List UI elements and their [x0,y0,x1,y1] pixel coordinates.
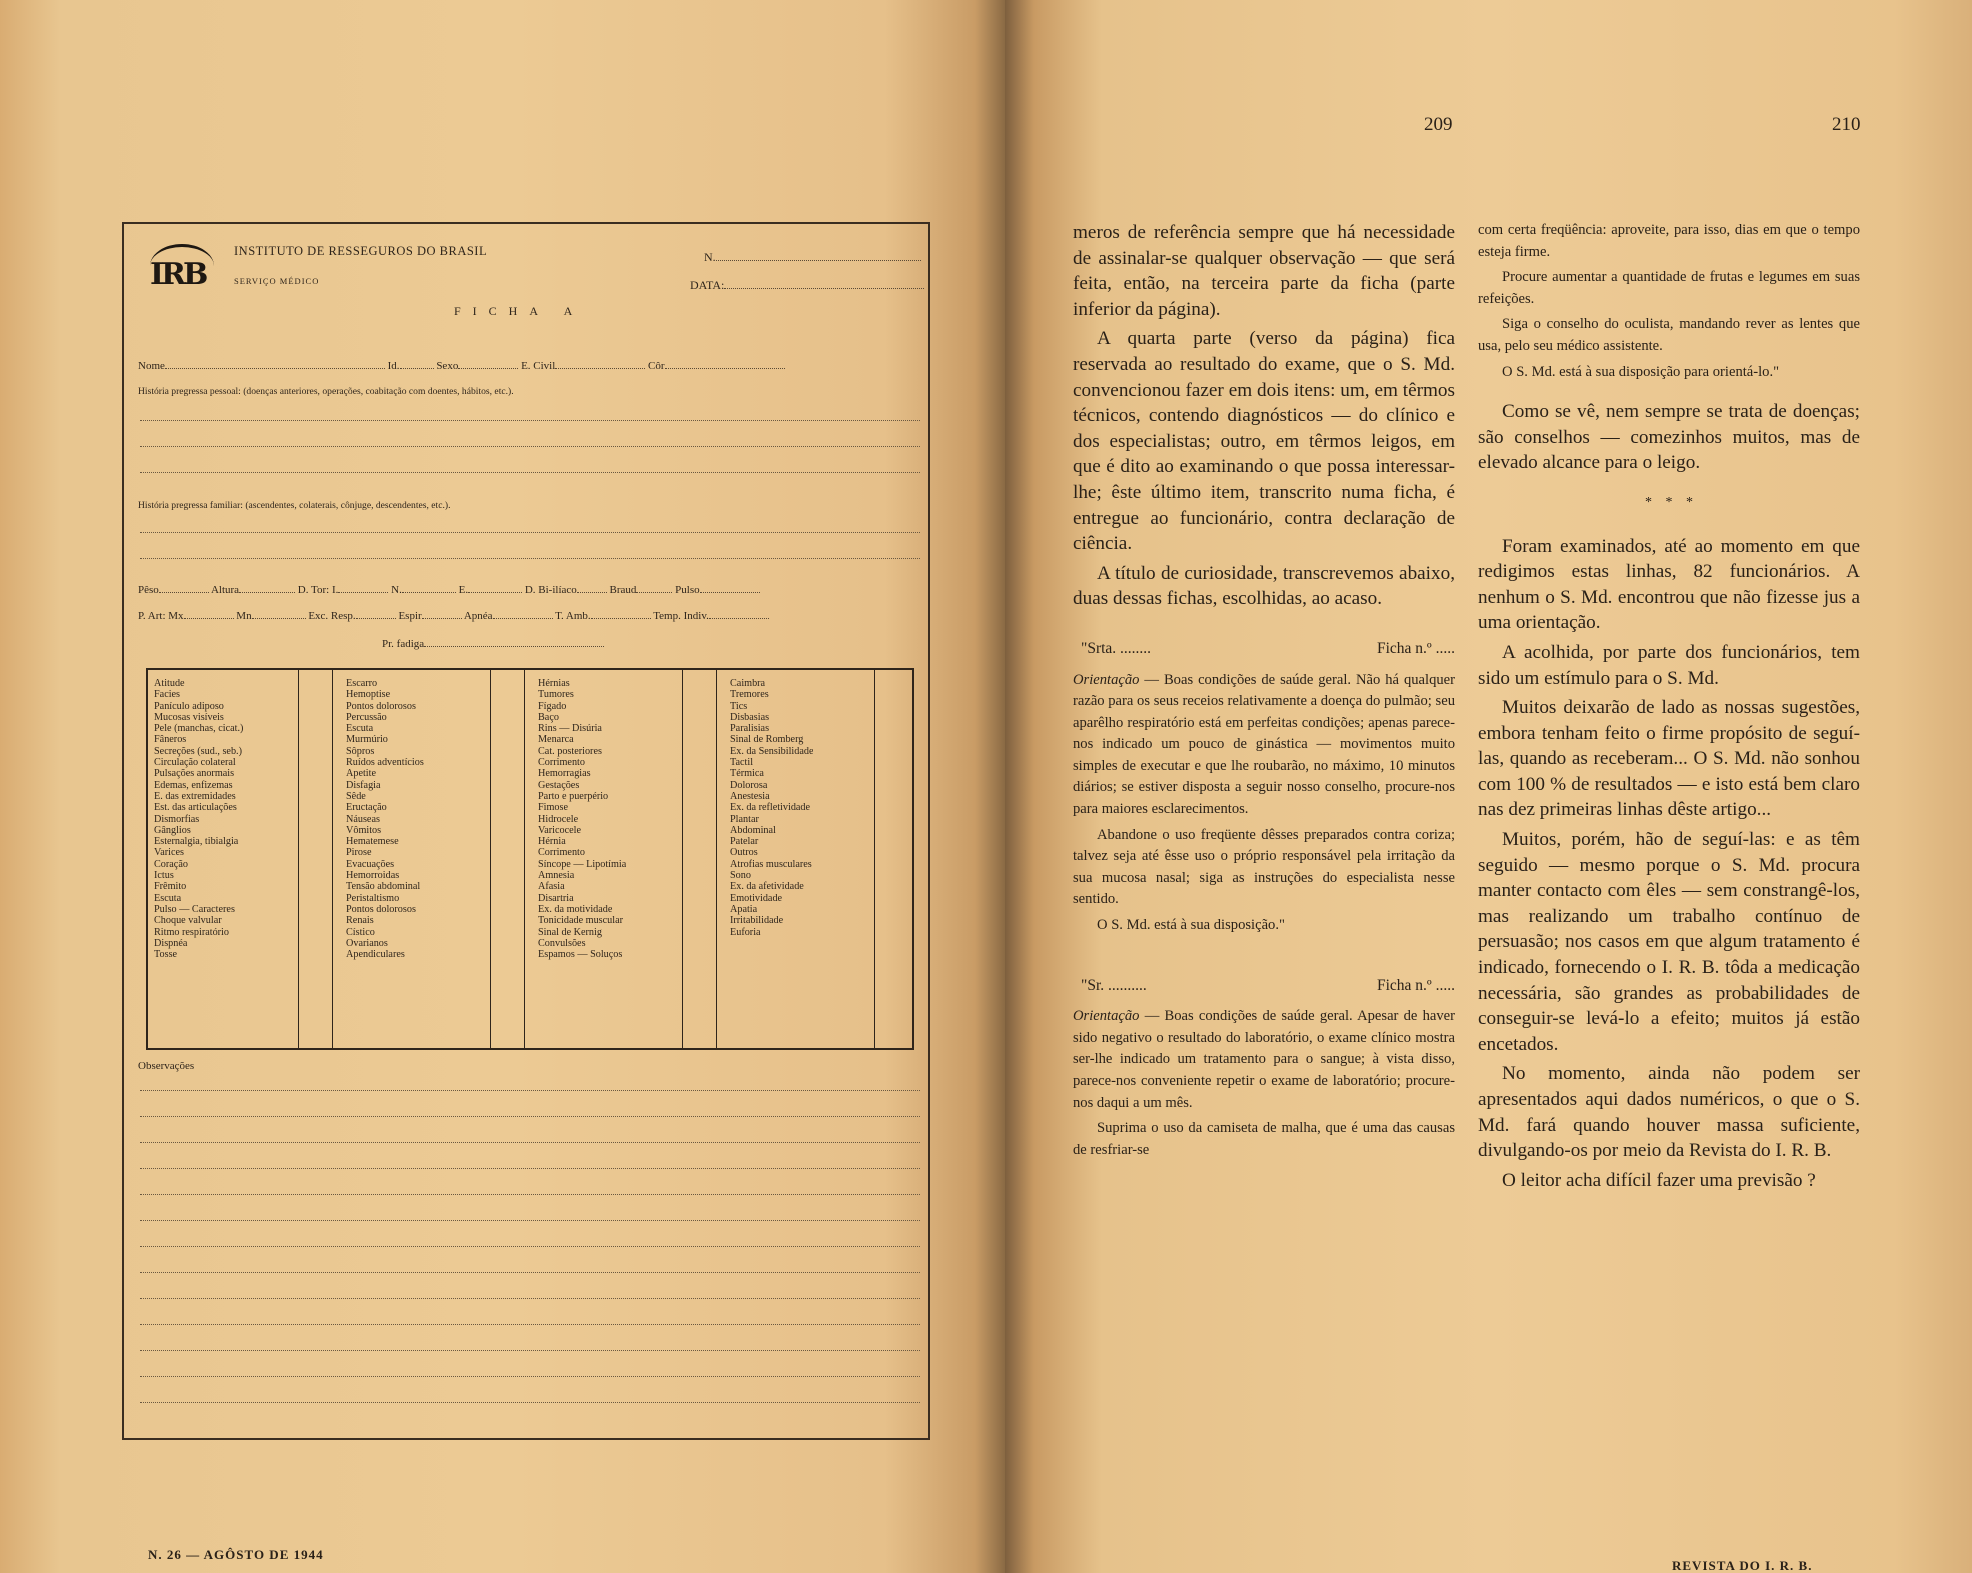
paragraph: Muitos, porém, hão de seguí-las: e as têm seguido — mesmo porque o S. Md. procura manter contacto com êles — sem constrangê-los, mas realizando um trabalho contínuo de persuasão; nos casos em que algum tratamento é indicado, fornecendo o I. R. B. tôda a medicação necessária, são grandes as probabilidades de conseguir-se levá-lo a efeito; muitos já estão encetados. [1478,829,1860,1055]
exam-item: Náuseas [346,813,380,825]
exam-item: Eructação [346,802,387,814]
exam-item: Parto e puerpério [538,790,609,802]
exam-item: Apendiculares [346,949,405,961]
exam-item: Escarro [346,678,378,689]
exam-item: Fâneros [154,734,187,746]
exam-item: Outros [730,847,758,859]
ficha-paragraph [1073,670,1455,821]
exam-item: Hérnia [538,836,566,848]
exam-item: Fimose [538,802,569,814]
exam-item: Tumores [538,689,574,701]
logo-text: IRB [150,257,206,292]
exam-item: Hemorroidas [346,870,400,882]
exam-item: Caimbra [730,678,766,689]
exam-item: Sono [730,870,751,882]
exam-item: Ruídos adventícios [346,757,424,769]
blank-line [140,1402,920,1403]
ficha-example-2-cont [1478,220,1860,383]
page-number-210: 210 [1832,114,1861,135]
paragraph: A acolhida, por parte dos funcionários, tem sido um estímulo para o S. Md. [1478,641,1860,689]
exam-item: Ictus [154,870,174,882]
orientacao-text: — Boas condições de saúde geral. Apesar de haver sido negativo o resultado do laboratório, o exame clínico mostra ser-lhe indicado um tratamento para o sangue; à vista disso, parece-nos conveniente repetir o exame de laboratório; procure-nos daqui a um mês. [1073,1008,1455,1111]
exam-item: Hérnias [538,678,570,689]
ficha-name: "Sr. .......... [1081,976,1147,994]
exam-item: Convulsões [538,937,586,949]
section-stars: * * * [1645,494,1693,510]
exam-item: Rins — Disúria [538,723,602,735]
label-espir: Espir [398,610,422,622]
exam-item: Corrimento [538,847,585,859]
ficha-number: Ficha n.º ..... [1377,639,1455,657]
number-field [704,250,921,265]
exam-item: Gestações [538,779,580,791]
exam-item: Dismorfias [154,813,200,825]
grid-divider [716,670,717,1048]
exam-item: E. das extremidades [154,790,236,802]
blank-line [140,1272,920,1273]
grid-divider [524,670,525,1048]
exam-item: Ex. da refletividade [730,802,811,814]
ficha-paragraph: Suprima o uso da camiseta de malha, que é uma das causas de resfriar-se [1073,1120,1455,1158]
label-fadiga: Pr. fadiga [382,638,425,650]
blank-line [140,446,920,447]
grid-divider [298,670,299,1048]
blank-line [140,1246,920,1247]
exam-item: Ex. da afetividade [730,881,804,893]
row-pressure [138,610,918,622]
exam-item: Murmúrio [346,734,388,746]
exam-item: Abdominal [730,824,776,836]
grid-divider [874,670,875,1048]
exam-item: Anestesia [730,790,770,802]
label-apnea: Apnéa [463,610,493,622]
logo-arc [150,244,214,288]
exam-item: Pirose [346,847,372,859]
footer-journal: REVISTA DO I. R. B. [1672,1558,1813,1573]
orientacao-text: — Boas condições de saúde geral. Não há qualquer razão para os seus receios relativamente a doença do pulmão; seu aparêlho respiratório está em perfeitas condições; apenas parece-nos indicado um pouco de ginástica — movimentos muito simples de executar e que lhe roubarão, no máximo, 10 minutos diários; se estiver disposta a seguir nosso conselho, procure-nos para maiores esclarecimentos. [1073,671,1455,818]
exam-item: Frêmito [154,881,187,893]
exam-item: Emotividade [730,892,783,904]
label-excresp: Exc. Resp. [308,610,356,622]
grid-divider [332,670,333,1048]
exam-item: Esternalgia, tibialgia [154,836,239,848]
service-name: SERVIÇO MÉDICO [234,276,320,286]
exam-item: Dispnéa [154,937,188,949]
exam-item: Ritmo respiratório [154,926,229,938]
exam-item: Edemas, enfizemas [154,779,233,791]
blank-line [140,1142,920,1143]
blank-line [140,1350,920,1351]
blank-line [140,1298,920,1299]
ficha-paragraph: Abandone o uso freqüente dêsses preparados contra coriza; talvez seja até êsse uso o próprio responsável pela irritação da sua mucosa nasal; siga as instruções do especialista nesse sentido. [1073,826,1455,908]
page-number-209: 209 [1424,114,1453,135]
label-cor: Côr [648,360,665,372]
exam-item: Térmica [730,768,764,780]
paragraph: A quarta parte (verso da página) fica reservada ao resultado do exame, que o S. Md. convencionou fazer em dois itens: um, em têrmos técnicos, contendo diagnósticos — do clínico e dos especialistas; outro, em têrmos leigos, em que é dito ao examinando o que possa interessar-lhe; êste último item, transcrito numa ficha, é entregue ao funcionário, contra declaração de ciência. [1073,328,1455,555]
exam-item: Corrimento [538,757,585,769]
exam-item: Cat. posteriores [538,745,602,757]
exam-item: Disartria [538,892,574,904]
row-measurements [138,584,918,596]
blank-line [140,532,920,533]
label-dbiiliaco: D. Bi-ilíaco [524,584,577,596]
blank-line [140,420,920,421]
label-part: P. Art: Mx [138,610,184,622]
grid-divider [490,670,491,1048]
number-label: N. [704,250,716,264]
exam-item: Sinal de Romberg [730,734,804,746]
blank-line [140,558,920,559]
exam-item: Apetite [346,768,376,780]
exam-item: Varices [154,847,184,859]
grid-column-3 [538,678,626,960]
exam-item: Evacuações [346,858,395,870]
paragraph: Foram examinados, até ao momento em que redigimos estas linhas, 82 funcionários. A nenhum o S. Md. encontrou que não fizesse jus a uma orientação. [1478,535,1860,634]
label-braud: Braud [609,584,637,596]
paragraph: Muitos deixarão de lado as nossas sugestões, embora tenham feito o firme propósito de seguí-las, quando as receberam... O S. Md. não sonhou com 100 % de resultados — e isto está bem claro nas dez primeiras linhas dêste artigo... [1478,697,1860,821]
exam-item: Tosse [154,949,178,961]
label-id: Id. [387,360,400,372]
date-field [690,278,924,293]
ficha-example-1 [1073,638,1455,937]
ficha-paragraph: Procure aumentar a quantidade de frutas e legumes em suas refeições. [1478,269,1860,307]
row-fadiga [382,638,682,650]
exam-item: Ex. da Sensibilidade [730,745,814,757]
label-dtor: D. Tor: I. [297,584,339,596]
exam-item: Ovarianos [346,937,388,949]
paragraph: A título de curiosidade, transcrevemos abaixo, duas dessas fichas, escolhidas, ao acaso. [1073,562,1455,610]
ficha-paragraph: com certa freqüência: aproveite, para isso, dias em que o tempo esteja firme. [1478,222,1860,260]
exam-item: Cístico [346,926,375,938]
label-n: N. [391,584,402,596]
exam-item: Percussão [346,711,387,723]
ficha-number: Ficha n.º ..... [1377,976,1455,994]
label-tamb: T. Amb. [555,610,591,622]
exam-item: Patelar [730,836,759,848]
form-title: FICHA A [454,304,585,318]
exam-item: Dolorosa [730,779,768,791]
paragraph: meros de referência sempre que há necessidade de assinalar-se qualquer observação — que será feita, então, na terceira parte da ficha (parte inferior da página). [1073,222,1455,320]
exam-item: Varicocele [538,824,581,836]
exam-item: Escuta [346,723,374,735]
ficha-header [1081,975,1455,997]
medical-form-ficha-a [122,222,930,1440]
exam-item: Hematemese [346,836,399,848]
exam-item: Pontos dolorosos [346,700,416,712]
exam-item: Gânglios [154,824,191,836]
exam-item: Pele (manchas, cicat.) [154,723,244,735]
exam-item: Síncope — Lipotímia [538,858,627,870]
blank-line [140,1194,920,1195]
label-pulso: Pulso [675,584,700,596]
blank-line [140,1116,920,1117]
exam-item: Hidrocele [538,813,579,825]
paragraph: Como se vê, nem sempre se trata de doenças; são conselhos — comezinhos muitos, mas de elevado alcance para o leigo. [1478,401,1860,474]
exam-item: Pulso — Caracteres [154,903,235,915]
exam-item: Tactil [730,757,754,769]
ficha-paragraph [1073,1006,1455,1114]
blank-line [140,1090,920,1091]
label-civil: E. Civil [521,360,556,372]
exam-item: Menarca [538,734,574,746]
text-column-2 [1478,220,1860,1197]
exam-item: Choque valvular [154,915,222,927]
exam-item: Atitude [154,678,185,689]
ficha-paragraph: O S. Md. está à sua disposição." [1097,917,1285,934]
exam-item: Disbasias [730,711,770,723]
exam-item: Pontos dolorosos [346,903,416,915]
exam-item: Hemorragias [538,768,591,780]
exam-item: Escuta [154,892,182,904]
exam-item: Sôpros [346,745,375,757]
blank-line [140,1220,920,1221]
exam-item: Baço [538,711,559,723]
label-tempindiv: Temp. Indiv. [653,610,709,622]
blank-line [140,1376,920,1377]
exam-item: Atrofias musculares [730,858,812,870]
irb-logo [150,244,206,306]
exam-item: Pulsações anormais [154,768,235,780]
exam-item: Mucosas visíveis [154,711,224,723]
exam-item: Secreções (sud., seb.) [154,745,242,757]
label-mn: Mn [236,610,252,622]
exam-item: Afasia [538,881,565,893]
exam-item: Peristaltismo [346,892,400,904]
exam-item: Plantar [730,813,759,825]
grid-column-4 [730,678,813,938]
exam-item: Panículo adiposo [154,700,224,712]
exam-item: Disfagia [346,779,381,791]
exam-item: Irritabilidade [730,915,784,927]
date-label: DATA: [690,278,725,292]
historia-pessoal: História pregressa pessoal: (doenças anteriores, operações, coabitação com doentes, hábitos, etc.). [138,386,514,397]
text-column-1 [1073,220,1455,1165]
institute-name: INSTITUTO DE RESSEGUROS DO BRASIL [234,244,488,258]
exam-item: Facies [154,689,181,701]
ficha-example-2 [1073,975,1455,1162]
exam-item: Euforia [730,926,761,938]
exam-item: Est. das articulações [154,802,237,814]
exam-item: Sêde [346,790,366,802]
label-e: E. [458,584,469,596]
label-peso: Pêso [138,584,159,596]
footer-issue: N. 26 — AGÔSTO DE 1944 [148,1547,324,1562]
exam-item: Tremores [730,689,769,701]
row-identification [138,360,918,372]
ficha-header [1081,638,1455,660]
exam-item: Renais [346,915,374,927]
exam-item: Hemoptise [346,689,391,701]
exam-item: Tics [730,700,748,712]
exam-item: Circulação colateral [154,757,236,769]
paragraph: No momento, ainda não podem ser apresentados aqui dados numéricos, o que o S. Md. fará quando houver massa suficiente, divulgando-os por meio da Revista do I. R. B. [1478,1063,1860,1162]
exam-item: Tensão abdominal [346,881,421,893]
exam-item: Vômitos [346,824,382,836]
exam-item: Coração [154,858,188,870]
exam-item: Amnesia [538,870,575,882]
grid-divider [682,670,683,1048]
ficha-paragraph: O S. Md. está à sua disposição para orientá-lo." [1502,363,1780,380]
orientacao-label: Orientação [1073,671,1140,688]
exam-item: Paralisias [730,723,770,735]
ficha-name: "Srta. ........ [1081,639,1152,657]
blank-line [140,472,920,473]
grid-column-1 [154,678,243,960]
observacoes-label: Observações [138,1060,195,1072]
orientacao-label: Orientação [1073,1008,1140,1025]
label-nome: Nome [138,360,165,372]
label-altura: Altura [210,584,240,596]
exam-item: Apatia [730,903,758,915]
ficha-paragraph: Siga o conselho do oculista, mandando rever as lentes que usa, pelo seu médico assistente. [1478,316,1860,354]
exam-item: Sinal de Kernig [538,926,602,938]
label-sexo: Sexo [436,360,459,372]
paragraph: O leitor acha difícil fazer uma previsão ? [1502,1169,1816,1191]
historia-familiar: História pregressa familiar: (ascendentes, colaterais, cônjuge, descendentes, etc.). [138,500,451,511]
exam-item: Tonicidade muscular [538,915,624,927]
exam-item: Fígado [538,700,567,712]
exam-grid [146,668,914,1050]
blank-line [140,1168,920,1169]
exam-item: Ex. da motividade [538,903,613,915]
grid-column-2 [346,678,424,960]
blank-line [140,1324,920,1325]
exam-item: Espamos — Soluços [538,949,623,961]
